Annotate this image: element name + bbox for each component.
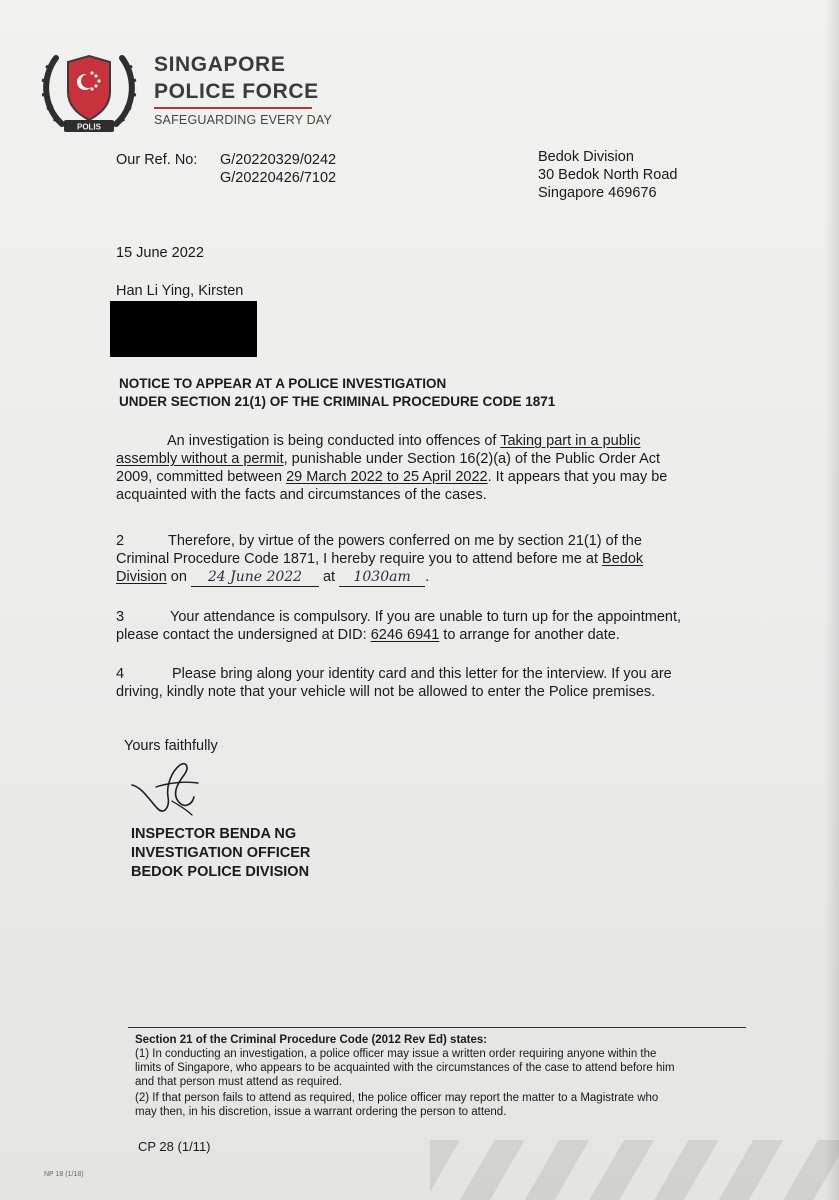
brand-divider: [154, 107, 312, 109]
signatory-title: INVESTIGATION OFFICER: [131, 845, 311, 861]
para2-line-2: Criminal Procedure Code 1871, I hereby require you to attend before me at Bedok: [116, 551, 644, 567]
brand-name-line2: POLICE FORCE: [154, 80, 319, 103]
handwritten-signature: [128, 757, 208, 819]
signatory-division: BEDOK POLICE DIVISION: [131, 864, 310, 880]
address-line-3: Singapore 469676: [538, 185, 657, 201]
venue-bedok: Bedok: [602, 551, 644, 567]
subject-line-2: UNDER SECTION 21(1) OF THE CRIMINAL PROCEDURE CODE 1871: [119, 394, 556, 409]
para4-line-1: Please bring along your identity card and this letter for the interview. If you are: [172, 666, 672, 682]
logo-banner-text: POLIS: [76, 122, 102, 132]
closing-salutation: Yours faithfully: [124, 738, 218, 754]
para1-line-3: 2009, committed between 29 March 2022 to 25 April 2022. It appears that you may be: [116, 469, 668, 485]
signatory-name: INSPECTOR BENDA NG: [131, 826, 297, 842]
para4-line-2: driving, kindly note that your vehicle will not be allowed to enter the Police premises.: [116, 684, 656, 700]
legal-line-1: (1) In conducting an investigation, a police officer may issue a written order requiring anyone within the: [135, 1048, 657, 1060]
print-code: NP 18 (1/18): [44, 1171, 84, 1178]
para1-line-1: An investigation is being conducted into offences of Taking part in a public: [167, 433, 641, 449]
handwritten-appointment-time: 1030am: [339, 568, 425, 587]
brand-tagline: SAFEGUARDING EVERY DAY: [154, 113, 333, 127]
para3-line-2: please contact the undersigned at DID: 6246 6941 to arrange for another date.: [116, 627, 620, 643]
legal-line-3: and that person must attend as required.: [135, 1076, 343, 1088]
offence-name-cont: assembly without a permit: [116, 451, 284, 467]
para1-line-2: assembly without a permit, punishable under Section 16(2)(a) of the Public Order Act: [116, 451, 661, 467]
legal-line-2: limits of Singapore, who appears to be acquainted with the circumstances of the case to attend before him: [135, 1062, 675, 1074]
para2-line-3: Division on 24 June 2022 at 1030am .: [116, 569, 430, 585]
ref-label: Our Ref. No:: [116, 152, 198, 168]
legal-heading: Section 21 of the Criminal Procedure Code (2012 Rev Ed) states:: [135, 1034, 488, 1046]
subject-line-1: NOTICE TO APPEAR AT A POLICE INVESTIGATION: [119, 376, 447, 391]
brand-name-line1: SINGAPORE: [154, 53, 286, 76]
legal-line-4: (2) If that person fails to attend as required, the police officer may report the matter to a Magistrate who: [135, 1092, 659, 1104]
form-code: CP 28 (1/11): [138, 1139, 211, 1154]
para1-line-4: acquainted with the facts and circumstances of the cases.: [116, 487, 487, 503]
police-crest-logo: [40, 48, 138, 136]
offence-name: Taking part in a public: [500, 433, 641, 449]
page-edge-shadow: [825, 0, 839, 1200]
decorative-stripes: [430, 1140, 839, 1200]
handwritten-appointment-date: 24 June 2022: [191, 568, 319, 587]
footnote-divider: [128, 1027, 746, 1028]
address-line-2: 30 Bedok North Road: [538, 167, 678, 183]
letter-date: 15 June 2022: [116, 245, 204, 261]
ref-number-2: G/20220426/7102: [220, 170, 337, 186]
contact-number: 6246 6941: [370, 627, 440, 643]
offence-period: 29 March 2022 to 25 April 2022: [286, 469, 488, 485]
para4-number: 4: [116, 666, 125, 682]
para3-line-1: Your attendance is compulsory. If you are unable to turn up for the appointment,: [170, 609, 682, 625]
address-line-1: Bedok Division: [538, 149, 634, 165]
recipient-name: Han Li Ying, Kirsten: [116, 283, 244, 299]
ref-number-1: G/20220329/0242: [220, 152, 337, 168]
redacted-address-block: [110, 301, 257, 357]
legal-line-5: may then, in his discretion, issue a warrant ordering the person to attend.: [135, 1106, 507, 1118]
para2-number: 2: [116, 533, 125, 549]
para3-number: 3: [116, 609, 125, 625]
para2-line-1: Therefore, by virtue of the powers conferred on me by section 21(1) of the: [168, 533, 642, 549]
